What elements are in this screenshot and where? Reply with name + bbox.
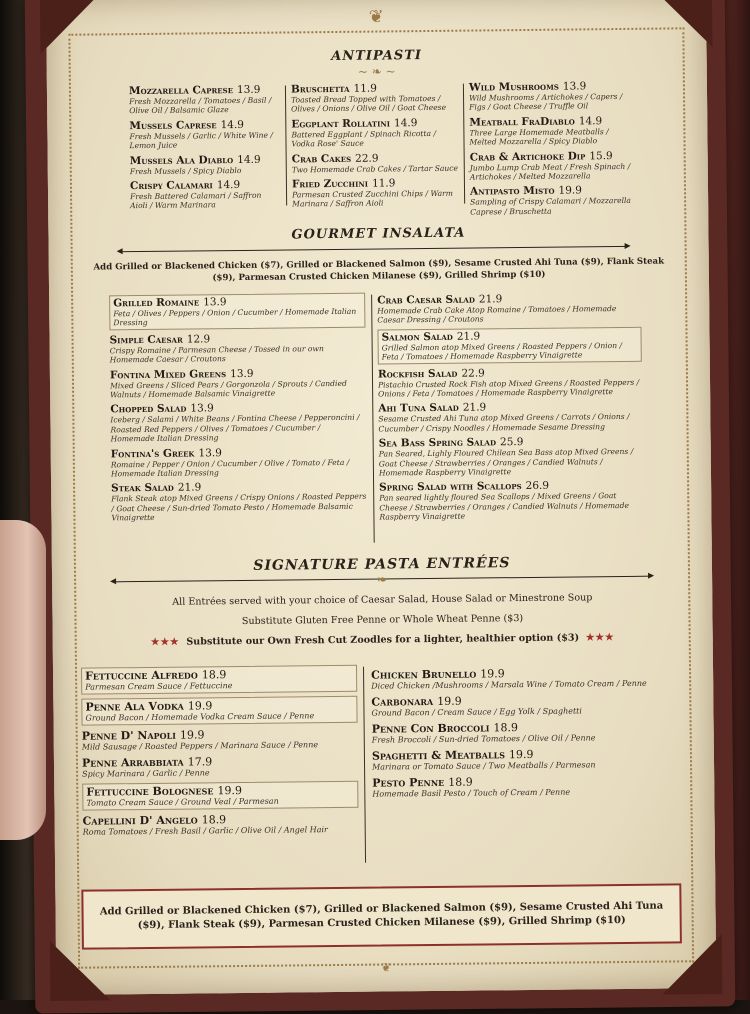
item-title: Sea Bass Spring Salad bbox=[378, 436, 497, 450]
item-description: Iceberg / Salami / White Beans / Fontina Cheese / Pepperoncini / Roasted Red Peppers / Olives / Tomatoes / Cucumber / Homemade Italian Dressing bbox=[110, 413, 360, 444]
item-price: 22.9 bbox=[355, 152, 379, 165]
menu-item bbox=[81, 696, 357, 726]
ornament-icon: ❦ bbox=[368, 6, 384, 28]
menu-item bbox=[372, 774, 662, 800]
item-description: Roma Tomatoes / Fresh Basil / Garlic / Olive Oil / Angel Hair bbox=[82, 825, 328, 837]
menu-item bbox=[291, 116, 459, 149]
item-description: Ground Bacon / Cream Sauce / Egg Yolk / Spaghetti bbox=[371, 706, 582, 718]
item-price: 19.9 bbox=[437, 694, 462, 708]
item-price: 11.9 bbox=[353, 82, 377, 95]
item-title: Spaghetti & Meatballs bbox=[371, 748, 506, 763]
ornament-icon: ❧ bbox=[376, 572, 388, 587]
item-description: Pan seared lightly floured Sea Scallops / Mixed Greens / Goat Cheese / Strawberries / Oranges / Candied Walnuts / Homemade Raspberry Vinaigrette bbox=[379, 491, 629, 522]
ornament-icon: ❦ bbox=[381, 960, 392, 975]
item-price: 14.9 bbox=[578, 114, 603, 128]
column-divider bbox=[363, 667, 366, 863]
menu-item bbox=[372, 747, 662, 773]
item-description: Parmesan Cream Sauce / Fettuccine bbox=[85, 681, 233, 692]
menu-item bbox=[291, 82, 459, 115]
item-title: Penne D' Napoli bbox=[81, 728, 177, 743]
item-description: Mild Sausage / Roasted Peppers / Marinara Sauce / Penne bbox=[81, 740, 319, 752]
menu-item bbox=[110, 331, 366, 364]
zoodles-text: Substitute our Own Fresh Cut Zoodles for a lighter, healthier option ($3) bbox=[186, 632, 580, 648]
item-title: Chicken Brunello bbox=[371, 667, 477, 682]
item-price: 13.9 bbox=[198, 446, 222, 460]
menu-item bbox=[469, 80, 631, 113]
menu-item bbox=[81, 665, 357, 695]
menu-item bbox=[129, 118, 279, 150]
item-description: Sampling of Crispy Calamari / Mozzarella Caprese / Bruschetta bbox=[470, 196, 631, 217]
star-icon: ★★★ bbox=[585, 632, 615, 644]
item-title: Penne Con Broccoli bbox=[371, 721, 490, 736]
star-icon: ★★★ bbox=[150, 636, 180, 648]
menu-item bbox=[110, 401, 366, 444]
menu-item bbox=[470, 184, 632, 217]
item-title: Chopped Salad bbox=[110, 402, 187, 416]
item-title: Crispy Calamari bbox=[129, 179, 213, 193]
item-title: Rockfish Salad bbox=[377, 367, 458, 381]
item-description: Fresh Battered Calamari / Saffron Aioli / Warm Marinara bbox=[130, 190, 262, 211]
item-title: Fettuccine Alfredo bbox=[85, 668, 198, 683]
menu-item bbox=[378, 400, 642, 434]
item-price: 13.9 bbox=[562, 80, 587, 93]
item-title: Wild Mushrooms bbox=[468, 80, 559, 94]
item-description: Homemade Crab Cake Atop Romaine / Tomatoes / Homemade Caesar Dressing / Croutons bbox=[377, 304, 617, 325]
item-price: 19.9 bbox=[187, 699, 213, 713]
item-price: 12.9 bbox=[186, 333, 211, 346]
item-description: Ground Bacon / Homemade Vodka Cream Sauce / Penne bbox=[85, 711, 315, 723]
item-price: 13.9 bbox=[190, 402, 214, 415]
item-description: Feta / Olives / Peppers / Onion / Cucumber / Homemade Italian Dressing bbox=[113, 306, 357, 328]
item-price: 13.9 bbox=[236, 83, 261, 97]
item-price: 15.9 bbox=[589, 149, 613, 162]
item-title: Ahi Tuna Salad bbox=[378, 402, 459, 415]
menu-item bbox=[111, 480, 367, 523]
item-description: Flank Steak atop Mixed Greens / Crispy Onions / Roasted Peppers / Goat Cheese / Sun-dried Tomato Pesto / Homemade Balsamic Vinaigrette bbox=[111, 492, 367, 523]
item-title: Pesto Penne bbox=[372, 775, 445, 790]
item-description: Diced Chicken /Mushrooms / Marsala Wine / Tomato Cream / Penne bbox=[371, 678, 647, 691]
item-price: 18.9 bbox=[448, 775, 473, 789]
insalata-right-column bbox=[377, 292, 643, 526]
menu-page bbox=[46, 0, 716, 995]
item-price: 19.9 bbox=[179, 728, 205, 742]
item-price: 18.9 bbox=[201, 813, 227, 827]
item-title: Simple Caesar bbox=[109, 333, 183, 347]
pasta-note-gluten: Substitute Gluten Free Penne or Whole Wheat Penne ($3) bbox=[241, 613, 524, 627]
item-title: Meatball FraDiablo bbox=[469, 115, 575, 129]
menu-item bbox=[377, 327, 641, 365]
item-description: Jumbo Lump Crab Meat / Fresh Spinach / Artichokes / Melted Mozzarella bbox=[469, 161, 631, 182]
item-description: Mixed Greens / Sliced Pears / Gorgonzola / Sprouts / Candied Walnuts / Homemade Balsamic Vinaigrette bbox=[109, 378, 347, 400]
pasta-title: SIGNATURE PASTA ENTRÉES bbox=[253, 555, 511, 574]
menu-item bbox=[469, 115, 631, 148]
column-divider bbox=[463, 84, 465, 204]
item-title: Carbonara bbox=[371, 694, 434, 709]
item-price: 21.9 bbox=[478, 293, 503, 306]
item-description: Marinara or Tomato Sauce / Two Meatballs / Parmesan bbox=[372, 760, 596, 772]
item-title: Penne Arrabbiata bbox=[81, 755, 184, 770]
item-price: 21.9 bbox=[462, 401, 487, 415]
item-price: 17.9 bbox=[187, 755, 213, 769]
item-price: 14.9 bbox=[393, 116, 418, 130]
item-description: Pistachio Crusted Rock Fish atop Mixed Greens / Roasted Peppers / Onions / Feta / Tomatoes / Homemade Raspberry Vinaigrette bbox=[377, 377, 640, 399]
item-description: Pan Seared, Lighly Floured Chilean Sea Bass atop Mixed Greens / Goat Cheese / Strawberries / Oranges / Candied Walnuts / Homemade Raspberry Vinaigrette bbox=[378, 447, 634, 478]
menu-item bbox=[109, 293, 365, 330]
item-title: Crab Cakes bbox=[291, 152, 352, 166]
item-title: Grilled Romaine bbox=[113, 296, 200, 310]
item-price: 21.9 bbox=[177, 481, 202, 495]
pasta-right-column bbox=[371, 666, 662, 804]
item-description: Wild Mushrooms / Artichokes / Capers / Figs / Goat Cheese / Truffle Oil bbox=[469, 91, 623, 112]
menu-item bbox=[82, 727, 358, 753]
item-description: Toasted Bread Topped with Tomatoes / Olives / Onions / Olive Oil / Goat Cheese bbox=[291, 93, 447, 114]
item-description: Grilled Salmon atop Mixed Greens / Roasted Peppers / Onion / Feta / Tomatoes / Homemade Raspberry Vinaigrette bbox=[381, 340, 623, 362]
insalata-addon-note: Add Grilled or Blackened Chicken ($7), Grilled or Blackened Salmon ($9), Sesame Crusted Ahi Tuna ($9), Flank Steak ($9), Parmesan Crusted Chicken Milanese ($9), Grilled Shrimp ($10) bbox=[93, 256, 665, 284]
item-price: 13.9 bbox=[230, 367, 254, 380]
pasta-left-column bbox=[81, 665, 359, 842]
item-title: Crab & Artichoke Dip bbox=[469, 149, 586, 164]
corner-tab bbox=[662, 934, 723, 995]
item-price: 19.9 bbox=[217, 783, 243, 798]
item-description: Two Homemade Crab Cakes / Tartar Sauce bbox=[291, 163, 459, 175]
corner-tab bbox=[50, 940, 111, 1001]
item-description: Crispy Romaine / Parmesan Cheese / Tossed in our own Homemade Caesar / Croutons bbox=[109, 343, 324, 365]
antipasti-column bbox=[129, 84, 280, 215]
item-description: Fresh Mussels / Garlic / White Wine / Lemon Juice bbox=[129, 130, 274, 151]
pasta-note-zoodles bbox=[73, 631, 693, 649]
item-title: Bruschetta bbox=[290, 82, 350, 96]
item-description: Tomato Cream Sauce / Ground Veal / Parmesan bbox=[86, 796, 279, 808]
item-description: Battered Eggplant / Spinach Ricotta / Vodka Rose' Sauce bbox=[291, 128, 437, 149]
item-title: Salmon Salad bbox=[381, 330, 453, 344]
item-description: Spicy Marinara / Garlic / Penne bbox=[82, 768, 210, 779]
menu-item bbox=[372, 720, 662, 746]
antipasti-column bbox=[469, 80, 632, 221]
menu-item bbox=[371, 693, 661, 719]
item-title: Fontina's Greek bbox=[110, 447, 195, 461]
item-price: 13.9 bbox=[203, 296, 227, 309]
item-price: 25.9 bbox=[499, 436, 524, 449]
menu-item bbox=[130, 179, 280, 211]
column-divider bbox=[371, 295, 375, 543]
antipasti-title: ANTIPASTI bbox=[331, 48, 423, 65]
menu-item bbox=[82, 754, 358, 780]
menu-item bbox=[292, 177, 460, 210]
menu-item bbox=[379, 435, 643, 478]
item-price: 26.9 bbox=[525, 480, 550, 493]
item-price: 19.9 bbox=[480, 667, 505, 681]
hand bbox=[0, 520, 46, 840]
item-description: Fresh Broccoli / Sun-dried Tomatoes / Olive Oil / Penne bbox=[371, 733, 596, 745]
corner-tab bbox=[652, 0, 713, 48]
insalata-left-column bbox=[109, 293, 367, 527]
item-title: Crab Caesar Salad bbox=[377, 293, 475, 307]
item-description: Three Large Homemade Meatballs / Melted Mozzarella / Spicy Diablo bbox=[469, 126, 609, 147]
item-title: Antipasto Misto bbox=[469, 185, 555, 199]
item-description: Sesame Crusted Ahi Tuna atop Mixed Greens / Carrots / Onions / Cucumber / Crispy Noodles / Homemade Sesame Dressing bbox=[378, 412, 630, 434]
antipasti-column bbox=[291, 82, 460, 214]
item-description: Fresh Mussels / Spicy Diablo bbox=[129, 165, 242, 176]
pasta-note-sides: All Entrées served with your choice of Caesar Salad, House Salad or Minestrone Soup bbox=[172, 592, 593, 608]
ornament-icon: ~ ❧ ~ bbox=[357, 64, 396, 79]
menu-item bbox=[379, 479, 643, 522]
item-title: Penne Ala Vodka bbox=[85, 699, 184, 714]
item-price: 18.9 bbox=[201, 668, 227, 682]
menu-item bbox=[129, 84, 279, 116]
item-title: Mozzarella Caprese bbox=[128, 84, 234, 98]
corner-tab bbox=[40, 0, 101, 54]
menu-item bbox=[292, 151, 460, 174]
insalata-title: GOURMET INSALATA bbox=[291, 225, 466, 243]
pasta-addon-box: Add Grilled or Blackened Chicken ($7), Grilled or Blackened Salmon ($9), Sesame Crusted Ahi Tuna ($9), Flank Steak ($9), Parmesan Crusted Chicken Milanese ($9), Grilled Shrimp ($10) bbox=[81, 883, 682, 949]
menu-item bbox=[82, 781, 358, 811]
item-description: Romaine / Pepper / Onion / Cucumber / Olive / Tomato / Feta / Homemade Italian Dressing bbox=[110, 457, 350, 479]
section-rule bbox=[119, 246, 629, 252]
item-price: 18.9 bbox=[493, 721, 518, 735]
menu-item bbox=[110, 366, 366, 399]
menu-item bbox=[130, 153, 280, 176]
menu-item bbox=[378, 365, 642, 399]
item-name bbox=[130, 153, 280, 167]
column-divider bbox=[285, 85, 287, 205]
item-title: Fried Zucchini bbox=[291, 177, 369, 191]
item-price: 14.9 bbox=[237, 153, 261, 166]
item-title: Spring Salad with Scallops bbox=[379, 480, 522, 495]
menu-item bbox=[111, 445, 367, 478]
item-title: Fettuccine Bolognese bbox=[86, 784, 214, 799]
menu-item bbox=[377, 292, 641, 326]
item-description: Parmesan Crusted Zucchini Chips / Warm Marinara / Saffron Aioli bbox=[292, 188, 453, 209]
item-price: 22.9 bbox=[461, 367, 485, 380]
item-title: Mussels Caprese bbox=[129, 119, 217, 132]
menu-item bbox=[470, 150, 632, 183]
item-price: 21.9 bbox=[456, 330, 481, 343]
item-title: Mussels Ala Diablo bbox=[129, 153, 234, 167]
menu-item bbox=[371, 666, 661, 692]
item-title: Steak Salad bbox=[111, 482, 174, 495]
item-price: 11.9 bbox=[371, 177, 396, 190]
item-price: 19.9 bbox=[508, 747, 534, 762]
item-price: 14.9 bbox=[216, 179, 241, 192]
item-description: Fresh Mozzarella / Tomatoes / Basil / Olive Oil / Balsamic Glaze bbox=[129, 95, 272, 116]
item-price: 14.9 bbox=[220, 118, 245, 131]
menu-item bbox=[83, 812, 359, 838]
item-title: Fontina Mixed Greens bbox=[109, 367, 227, 381]
item-price: 19.9 bbox=[558, 184, 582, 198]
item-title: Eggplant Rollatini bbox=[291, 117, 391, 131]
item-description: Homemade Basil Pesto / Touch of Cream / Penne bbox=[372, 787, 571, 799]
item-title: Capellini D' Angelo bbox=[82, 813, 198, 828]
